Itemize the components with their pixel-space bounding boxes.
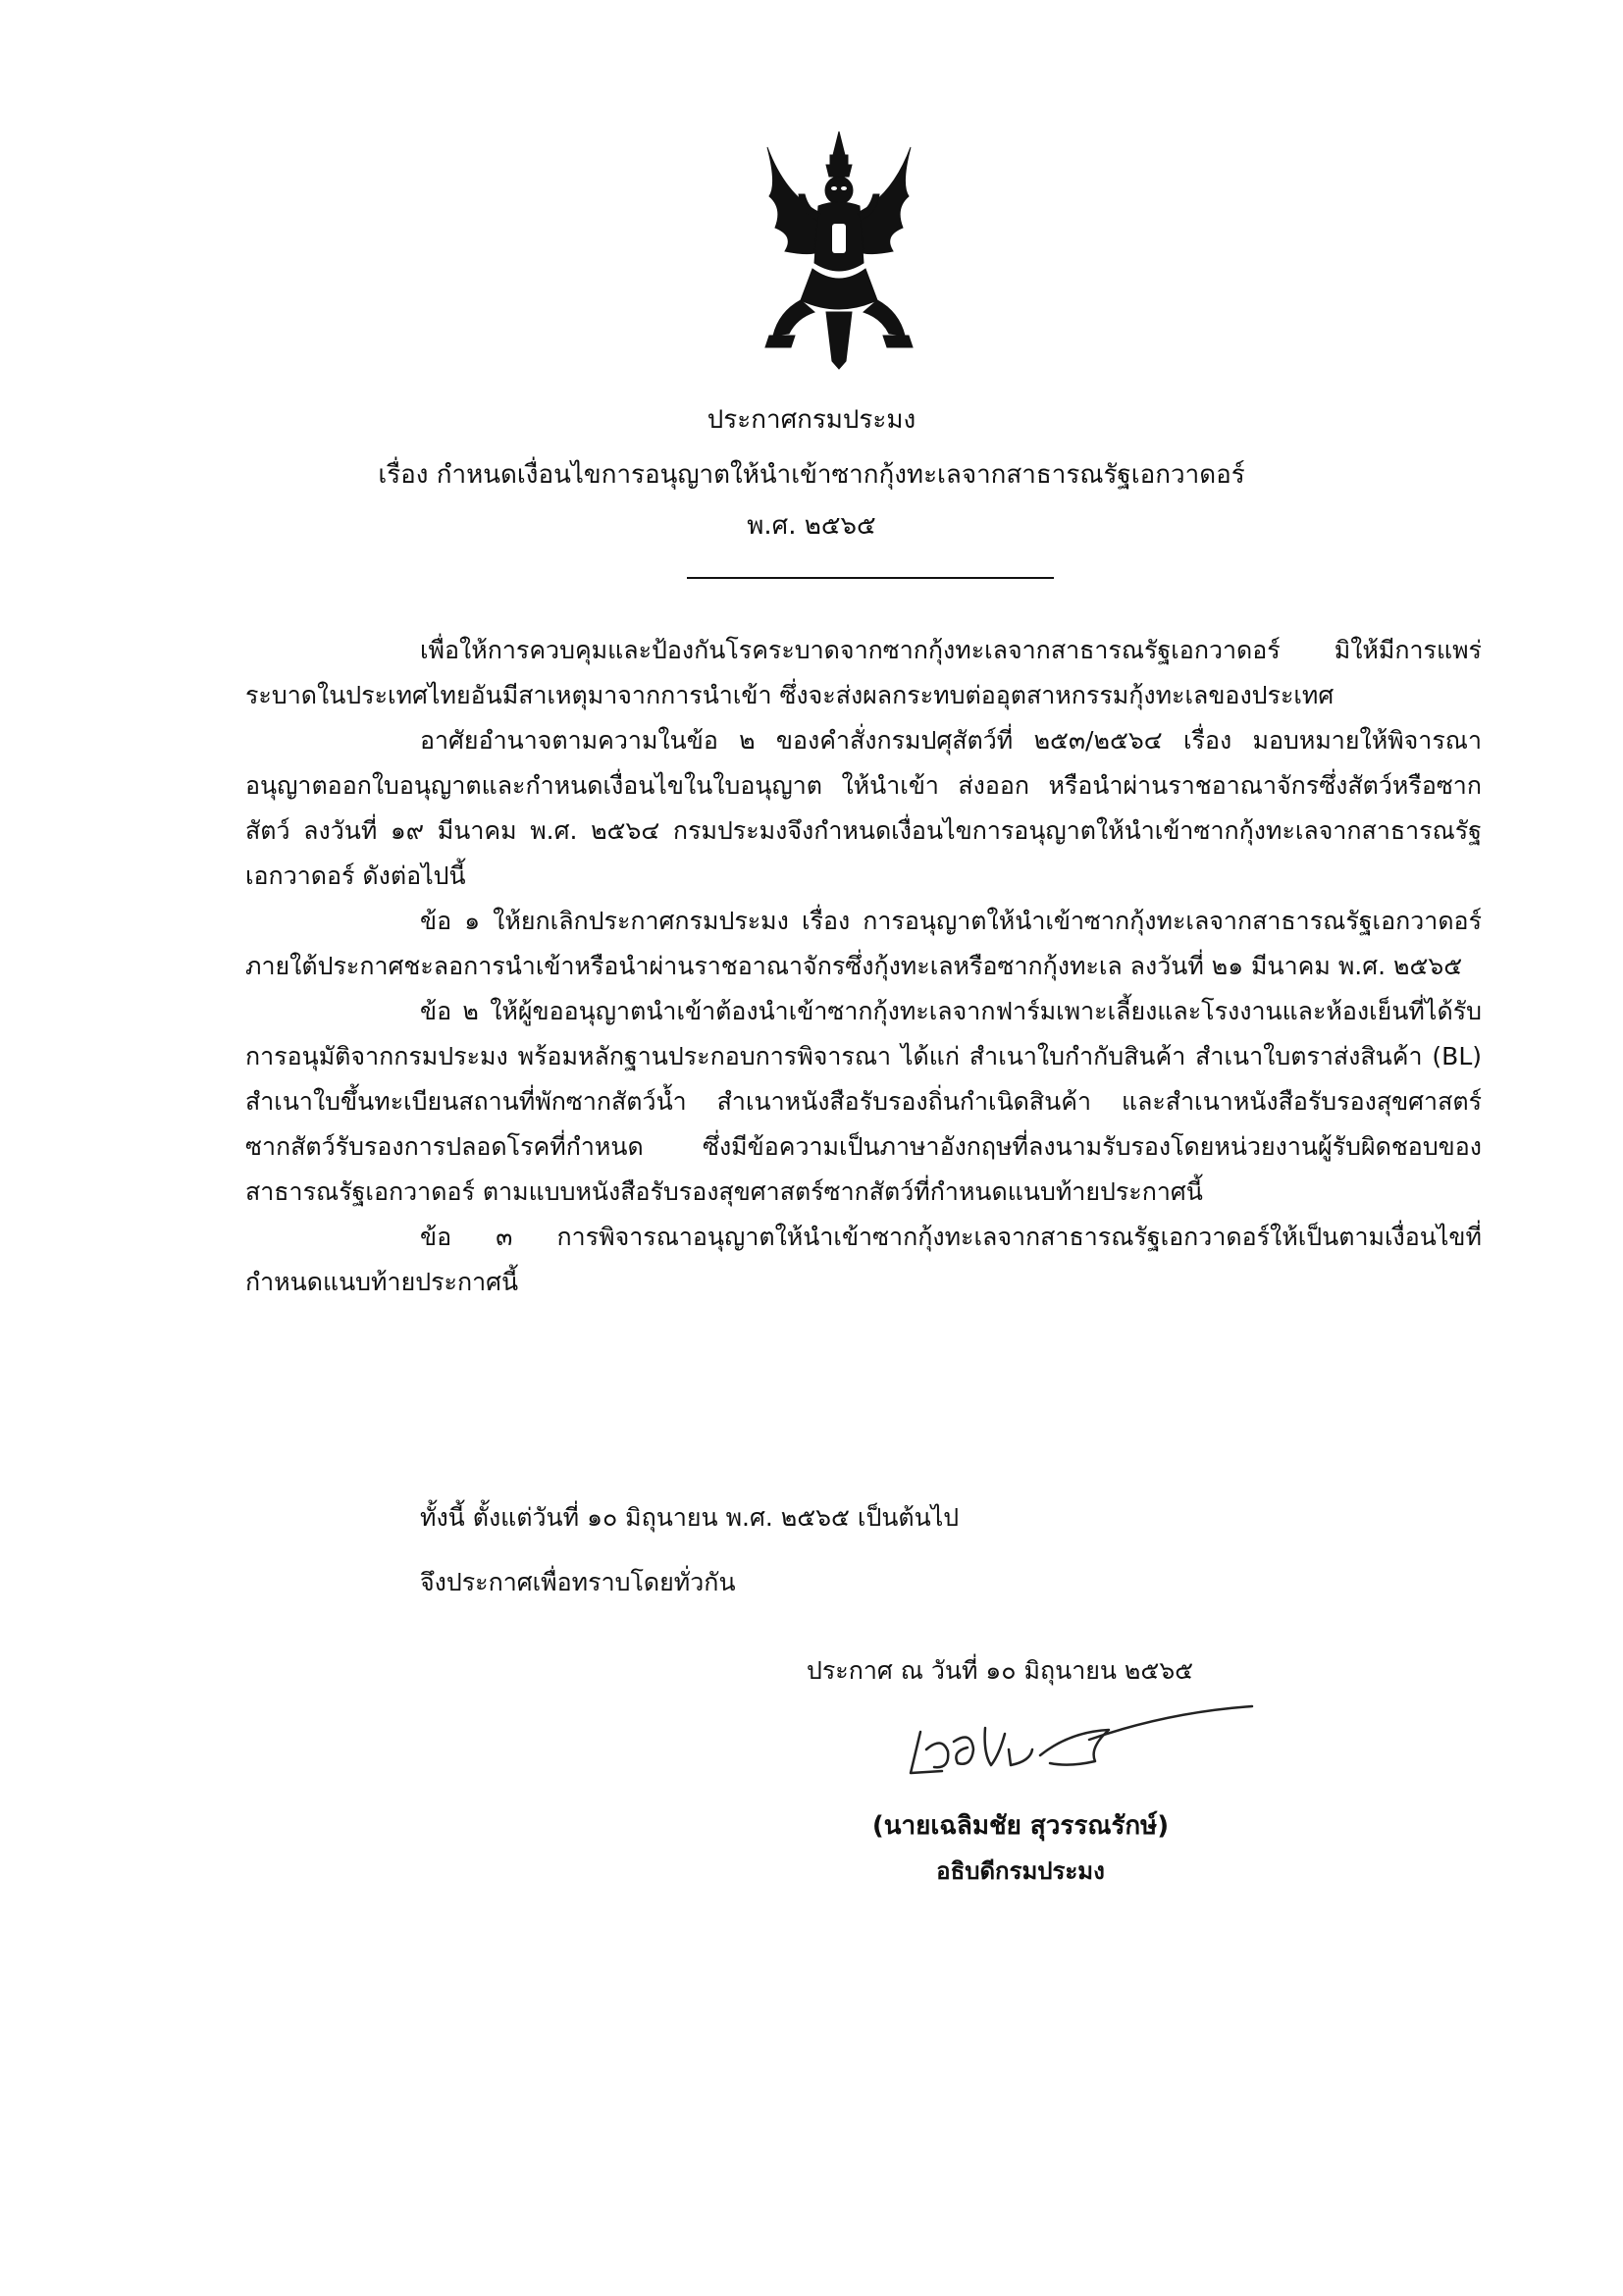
announcement-title: ประกาศกรมประมง: [707, 405, 916, 435]
signatory-title: อธิบดีกรมประมง: [936, 1857, 1105, 1885]
title-divider: [687, 577, 1054, 579]
clause-2: ข้อ ๒ ให้ผู้ขออนุญาตนำเข้าต้องนำเข้าซากกุ้งทะเลจากฟาร์มเพาะเลี้ยงและโรงงานและห้องเย็นที่ได้รับการอนุมัติจากกรมประมง พร้อมหลักฐานประกอบการพิจารณา ได้แก่ สำเนาใบกำกับสินค้า สำเนาใบตราส่งสินค้า (BL) สำเนาใบขึ้นทะเบียนสถานที่พักซากสัตว์น้ำ สำเนาหนังสือรับรองถิ่นกำเนิดสินค้า และสำเนาหนังสือรับรองสุขศาสตร์ซากสัตว์รับรองการปลอดโรคที่กำหนด ซึ่งมีข้อความเป็นภาษาอังกฤษที่ลงนามรับรองโดยหน่วยงานผู้รับผิดชอบของสาธารณรัฐเอกวาดอร์ ตามแบบหนังสือรับรองสุขศาสตร์ซากสัตว์ที่กำหนดแนบท้ายประกาศนี้: [245, 997, 1482, 1206]
handwritten-signature: [883, 1693, 1256, 1800]
garuda-emblem-icon: [756, 126, 922, 371]
announce-line: จึงประกาศเพื่อทราบโดยทั่วกัน: [420, 1568, 736, 1596]
effective-date-line: ทั้งนี้ ตั้งแต่วันที่ ๑๐ มิถุนายน พ.ศ. ๒๕๖๕ เป็นต้นไป: [420, 1503, 960, 1532]
preamble-paragraph: เพื่อให้การควบคุมและป้องกันโรคระบาดจากซากกุ้งทะเลจากสาธารณรัฐเอกวาดอร์ มิให้มีการแพร่ระบาดในประเทศไทยอันมีสาเหตุมาจากการนำเข้า ซึ่งจะส่งผลกระทบต่ออุตสาหกรรมกุ้งทะเลของประเทศ: [245, 636, 1482, 709]
body-paragraphs: [245, 628, 1482, 1305]
announcement-year: พ.ศ. ๒๕๖๕: [747, 511, 876, 541]
signature-date-line: ประกาศ ณ วันที่ ๑๐ มิถุนายน ๒๕๖๕: [807, 1656, 1194, 1685]
authority-paragraph: อาศัยอำนาจตามความในข้อ ๒ ของคำสั่งกรมปศุสัตว์ที่ ๒๕๓/๒๕๖๔ เรื่อง มอบหมายให้พิจารณาอนุญาตออกใบอนุญาตและกำหนดเงื่อนไขในใบอนุญาต ให้นำเข้า ส่งออก หรือนำผ่านราชอาณาจักรซึ่งสัตว์หรือซากสัตว์ ลงวันที่ ๑๙ มีนาคม พ.ศ. ๒๕๖๔ กรมประมงจึงกำหนดเงื่อนไขการอนุญาตให้นำเข้าซากกุ้งทะเลจากสาธารณรัฐเอกวาดอร์ ดังต่อไปนี้: [245, 726, 1482, 890]
clause-3: ข้อ ๓ การพิจารณาอนุญาตให้นำเข้าซากกุ้งทะเลจากสาธารณรัฐเอกวาดอร์ให้เป็นตามเงื่อนไขที่กำหนดแนบท้ายประกาศนี้: [245, 1223, 1482, 1296]
clause-1: ข้อ ๑ ให้ยกเลิกประกาศกรมประมง เรื่อง การอนุญาตให้นำเข้าซากกุ้งทะเลจากสาธารณรัฐเอกวาดอร์ ภายใต้ประกาศชะลอการนำเข้าหรือนำผ่านราชอาณาจักรซึ่งกุ้งทะเลหรือซากกุ้งทะเล ลงวันที่ ๒๑ มีนาคม พ.ศ. ๒๕๖๕: [245, 907, 1482, 980]
signatory-name: (นายเฉลิมชัย สุวรรณรักษ์): [871, 1811, 1170, 1841]
announcement-subject: เรื่อง กำหนดเงื่อนไขการอนุญาตให้นำเข้าซากกุ้งทะเลจากสาธารณรัฐเอกวาดอร์: [378, 460, 1245, 490]
